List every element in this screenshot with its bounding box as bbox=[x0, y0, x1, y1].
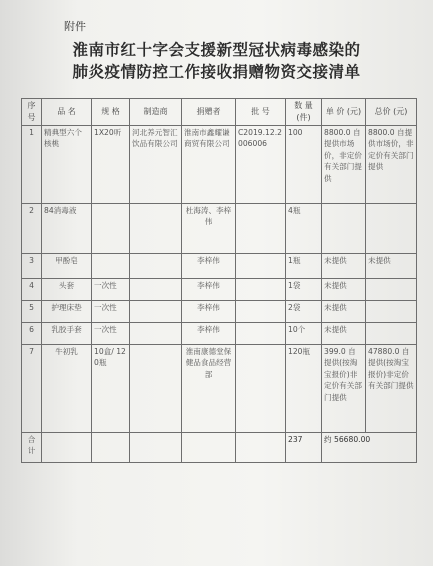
cell-batch: C2019.12.2006006 bbox=[236, 126, 286, 204]
cell-maker bbox=[130, 301, 182, 323]
cell-no: 5 bbox=[22, 301, 42, 323]
cell-no: 2 bbox=[22, 204, 42, 254]
cell-unit-price: 未提供 bbox=[322, 323, 366, 345]
cell-batch bbox=[236, 323, 286, 345]
cell-no: 6 bbox=[22, 323, 42, 345]
cell-spec bbox=[92, 254, 130, 279]
cell-batch bbox=[236, 279, 286, 301]
cell-spec: 10盒/ 120瓶 bbox=[92, 345, 130, 433]
cell-maker bbox=[130, 279, 182, 301]
table-row bbox=[22, 126, 417, 204]
cell-name: 乳胶手套 bbox=[42, 323, 92, 345]
cell-maker bbox=[130, 204, 182, 254]
cell-name: 头套 bbox=[42, 279, 92, 301]
cell-qty: 1袋 bbox=[286, 279, 322, 301]
cell-qty: 1瓶 bbox=[286, 254, 322, 279]
cell-maker bbox=[130, 323, 182, 345]
cell-batch bbox=[236, 301, 286, 323]
cell-name: 84消毒液 bbox=[42, 204, 92, 254]
table-row bbox=[22, 254, 417, 279]
cell-donor: 李梓伟 bbox=[182, 301, 236, 323]
cell-qty: 120瓶 bbox=[286, 345, 322, 433]
cell-unit-price: 未提供 bbox=[322, 279, 366, 301]
table-row bbox=[22, 204, 417, 254]
cell-total-price bbox=[366, 323, 417, 345]
cell-spec: 1X20听 bbox=[92, 126, 130, 204]
cell-qty: 2袋 bbox=[286, 301, 322, 323]
header-no: 序号 bbox=[22, 99, 42, 126]
header-batch: 批 号 bbox=[236, 99, 286, 126]
total-amount: 约 56680.00 bbox=[322, 433, 417, 463]
table-row bbox=[22, 301, 417, 323]
table-row bbox=[22, 323, 417, 345]
header-unit-price: 单 价 (元) bbox=[322, 99, 366, 126]
cell-qty: 10个 bbox=[286, 323, 322, 345]
cell-donor: 李梓伟 bbox=[182, 279, 236, 301]
table-row bbox=[22, 279, 417, 301]
header-qty: 数 量 (件) bbox=[286, 99, 322, 126]
cell-qty: 4瓶 bbox=[286, 204, 322, 254]
cell-total-price bbox=[366, 204, 417, 254]
cell-maker: 河北养元智汇饮品有限公司 bbox=[130, 126, 182, 204]
cell-name: 甲酚皂 bbox=[42, 254, 92, 279]
cell-unit-price bbox=[322, 204, 366, 254]
document-title-line1: 淮南市红十字会支援新型冠状病毒感染的 bbox=[72, 41, 361, 59]
table-header-row bbox=[22, 99, 417, 126]
cell-maker bbox=[130, 254, 182, 279]
cell-name: 护理床垫 bbox=[42, 301, 92, 323]
table-row bbox=[22, 345, 417, 433]
cell-donor: 淮南康德堂保健品食品经营部 bbox=[182, 345, 236, 433]
cell-donor: 李梓伟 bbox=[182, 323, 236, 345]
total-label: 合计 bbox=[22, 433, 42, 463]
cell-total-price bbox=[366, 279, 417, 301]
cell-batch bbox=[236, 254, 286, 279]
header-name: 品 名 bbox=[42, 99, 92, 126]
table-total-row bbox=[22, 433, 417, 463]
cell-unit-price: 未提供 bbox=[322, 301, 366, 323]
cell-unit-price: 8800.0 自提供市场价，非定价有关部门提供 bbox=[322, 126, 366, 204]
cell-name: 精典型六个核桃 bbox=[42, 126, 92, 204]
cell-spec: 一次性 bbox=[92, 279, 130, 301]
cell-batch bbox=[236, 345, 286, 433]
cell-no: 4 bbox=[22, 279, 42, 301]
cell-no: 7 bbox=[22, 345, 42, 433]
cell-spec: 一次性 bbox=[92, 301, 130, 323]
header-total-price: 总价 (元) bbox=[366, 99, 417, 126]
cell-donor: 李梓伟 bbox=[182, 254, 236, 279]
total-qty: 237 bbox=[286, 433, 322, 463]
cell-batch bbox=[236, 204, 286, 254]
header-maker: 制造商 bbox=[130, 99, 182, 126]
cell-total-price: 47880.0 自提供(按淘宝报价)非定价有关部门提供 bbox=[366, 345, 417, 433]
cell-no: 1 bbox=[22, 126, 42, 204]
cell-maker bbox=[130, 345, 182, 433]
cell-name: 牛初乳 bbox=[42, 345, 92, 433]
document-title-line2: 肺炎疫情防控工作接收捐赠物资交接清单 bbox=[72, 63, 361, 81]
cell-unit-price: 399.0 自提供(按淘宝报价)非定价有关部门提供 bbox=[322, 345, 366, 433]
attachment-label: 附件 bbox=[64, 20, 86, 33]
donation-table bbox=[21, 98, 417, 463]
cell-spec: 一次性 bbox=[92, 323, 130, 345]
cell-spec bbox=[92, 204, 130, 254]
cell-qty: 100 bbox=[286, 126, 322, 204]
header-spec: 规 格 bbox=[92, 99, 130, 126]
cell-donor: 淮南市鑫耀谦商贸有限公司 bbox=[182, 126, 236, 204]
cell-donor: 杜海涛、李梓伟 bbox=[182, 204, 236, 254]
cell-no: 3 bbox=[22, 254, 42, 279]
cell-total-price bbox=[366, 301, 417, 323]
cell-unit-price: 未提供 bbox=[322, 254, 366, 279]
cell-total-price: 8800.0 自提供市场价，非定价有关部门提供 bbox=[366, 126, 417, 204]
cell-total-price: 未提供 bbox=[366, 254, 417, 279]
header-donor: 捐赠者 bbox=[182, 99, 236, 126]
